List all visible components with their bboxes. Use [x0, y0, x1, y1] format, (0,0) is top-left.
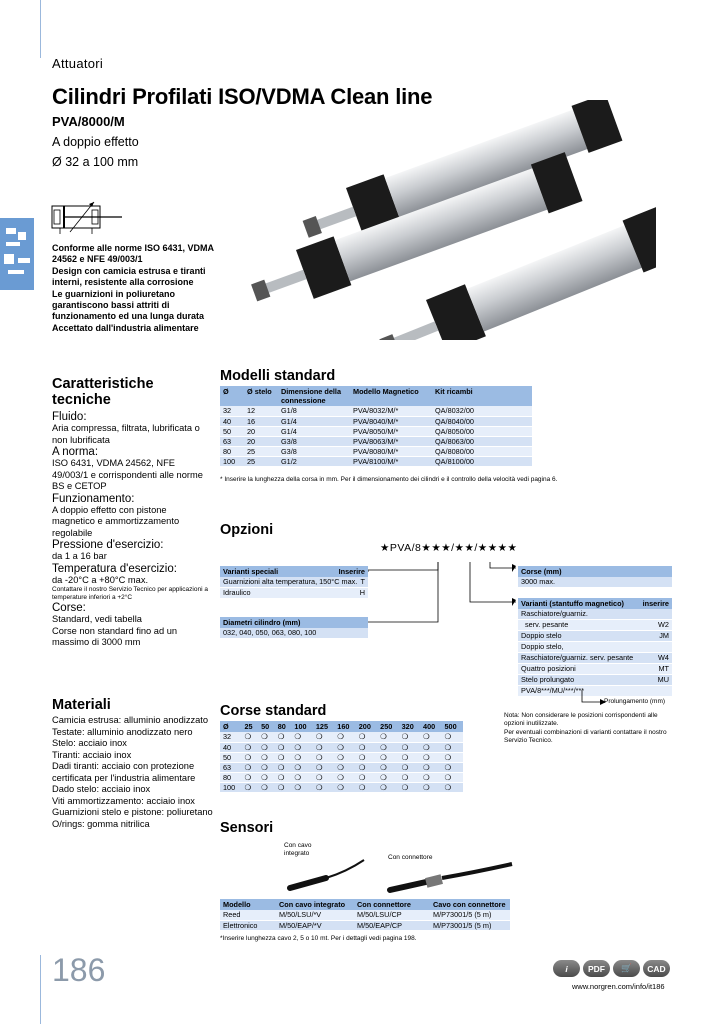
- models-table: [220, 386, 532, 467]
- col-header: Modello Magnetico: [350, 386, 432, 406]
- col-header: 125: [313, 721, 334, 732]
- stroke-availability-icon: ❍: [258, 772, 275, 782]
- temperature-note: Contattare il nostro Servizio Tecnico per applicazioni a temperature inferiori a +2°C: [52, 586, 208, 601]
- col-header: Cavo con connettore: [430, 899, 510, 910]
- sensor-caption-cable: Con cavo integrato: [284, 842, 312, 857]
- temperature-label: Temperatura d'esercizio:: [52, 562, 177, 575]
- options-note-1: Nota: Non considerare le posizioni corrispondenti alle opzioni inutilizzate.: [504, 712, 658, 727]
- material-item: Stelo: acciaio inox: [52, 738, 127, 748]
- table-cell: M/P73001/5 (5 m): [430, 910, 510, 920]
- pressure-value: da 1 a 16 bar: [52, 551, 107, 561]
- rod-variant-code: MT: [658, 664, 669, 673]
- stroke-availability-icon: ❍: [291, 742, 312, 752]
- rod-variant-label: Doppio stelo,: [521, 642, 564, 651]
- table-cell: 16: [244, 416, 278, 426]
- info-icon[interactable]: i: [553, 960, 580, 977]
- stroke-availability-icon: ❍: [334, 732, 355, 742]
- page-guide-line-bottom: [40, 955, 41, 1024]
- options-code: ★PVA/8★★★/★★/★★★★: [380, 542, 518, 554]
- table-cell: PVA/8050/M/*: [350, 426, 432, 436]
- footer-url[interactable]: www.norgren.com/info/it186: [572, 982, 665, 991]
- stroke-availability-icon: ❍: [334, 742, 355, 752]
- stroke-availability-icon: ❍: [441, 752, 463, 762]
- material-item: Dado stelo: acciaio inox: [52, 784, 151, 794]
- col-header: 100: [291, 721, 312, 732]
- variant-label: Guarnizioni alta temperatura, 150°C max.: [223, 577, 358, 586]
- table-cell: 63: [220, 762, 241, 772]
- table-cell: G3/8: [278, 446, 350, 456]
- stroke-availability-icon: ❍: [356, 762, 377, 772]
- page-number: 186: [52, 952, 106, 988]
- stroke-availability-icon: ❍: [313, 782, 334, 792]
- strokes-value: 3000 max.: [521, 577, 556, 586]
- diameters-title: Diametri cilindro (mm): [223, 618, 301, 627]
- special-variants-box: [220, 566, 368, 599]
- variant-label: Idraulico: [223, 588, 251, 597]
- rod-extension-code: PVA/8***/MU/***/***: [521, 686, 585, 695]
- material-item: Guarnizioni stelo e pistone: poliuretano: [52, 807, 213, 817]
- stroke-label: Corse:: [52, 602, 86, 614]
- stroke-availability-icon: ❍: [399, 782, 420, 792]
- table-cell: 20: [244, 426, 278, 436]
- table-row: [220, 920, 510, 930]
- options-heading: Opzioni: [220, 522, 274, 538]
- stroke-availability-icon: ❍: [241, 772, 258, 782]
- rod-variant-label: Stelo prolungato: [521, 675, 575, 684]
- page-title: Cilindri Profilati ISO/VDMA Clean line: [52, 84, 433, 109]
- table-cell: PVA/8040/M/*: [350, 416, 432, 426]
- stroke-availability-icon: ❍: [420, 742, 441, 752]
- table-cell: 40: [220, 416, 244, 426]
- feature-list: [52, 243, 217, 335]
- col-header: 50: [258, 721, 275, 732]
- diameters-box: [220, 617, 368, 639]
- stroke-availability-icon: ❍: [258, 752, 275, 762]
- stroke-availability-icon: ❍: [313, 772, 334, 782]
- characteristics-section: [52, 376, 212, 649]
- table-cell: 32: [220, 732, 241, 742]
- stroke-availability-icon: ❍: [313, 732, 334, 742]
- col-header: 320: [399, 721, 420, 732]
- stroke-availability-icon: ❍: [441, 772, 463, 782]
- table-cell: PVA/8032/M/*: [350, 406, 432, 416]
- table-cell: 100: [220, 782, 241, 792]
- fluid-label: Fluido:: [52, 411, 87, 423]
- sensor-cable-photo: [286, 858, 366, 894]
- stroke-availability-icon: ❍: [356, 752, 377, 762]
- subtitle-effect: A doppio effetto: [52, 135, 139, 149]
- stroke-availability-icon: ❍: [441, 742, 463, 752]
- table-cell: QA/8063/00: [432, 436, 532, 446]
- category-label: Attuatori: [52, 56, 104, 71]
- stroke-availability-icon: ❍: [258, 742, 275, 752]
- rod-variant-code: W2: [658, 620, 669, 629]
- rod-variant-label: Raschiatore/guarniz. serv. pesante: [521, 653, 634, 662]
- stroke-availability-icon: ❍: [441, 732, 463, 742]
- stroke-availability-icon: ❍: [420, 782, 441, 792]
- strokes-std-heading: Corse standard: [220, 703, 327, 719]
- stroke-availability-icon: ❍: [291, 762, 312, 772]
- subtitle-diameter: Ø 32 a 100 mm: [52, 155, 139, 169]
- table-cell: M/50/LSU/*V: [276, 910, 354, 920]
- stroke-availability-icon: ❍: [313, 742, 334, 752]
- diameters-value: 032, 040, 050, 063, 080, 100: [223, 628, 317, 637]
- table-row: [220, 436, 532, 446]
- table-cell: M/50/LSU/CP: [354, 910, 430, 920]
- table-row: [220, 910, 510, 920]
- stroke-availability-icon: ❍: [258, 782, 275, 792]
- table-row: [220, 772, 463, 782]
- cylinder-symbol-icon: [50, 198, 125, 236]
- sensors-table: [220, 899, 510, 931]
- col-header: Ø stelo: [244, 386, 278, 406]
- table-cell: PVA/8080/M/*: [350, 446, 432, 456]
- col-header: 80: [275, 721, 292, 732]
- table-cell: 63: [220, 436, 244, 446]
- table-row: [220, 406, 532, 416]
- material-item: Testate: alluminio anodizzato nero: [52, 726, 193, 737]
- stroke-availability-icon: ❍: [420, 752, 441, 762]
- stroke-value-1: Standard, vedi tabella: [52, 614, 142, 624]
- col-header: Ø: [220, 386, 244, 406]
- product-code: PVA/8000/M: [52, 114, 125, 129]
- characteristics-heading: Caratteristiche tecniche: [52, 376, 154, 408]
- product-photo-cylinders: [236, 100, 656, 340]
- table-cell: G3/8: [278, 436, 350, 446]
- table-row: [220, 782, 463, 792]
- pdf-icon[interactable]: PDF: [583, 960, 610, 977]
- table-row: [220, 446, 532, 456]
- strokes-std-table: [220, 721, 463, 793]
- stroke-availability-icon: ❍: [241, 762, 258, 772]
- rod-variant-code: JM: [659, 631, 669, 640]
- col-header: Kit ricambi: [432, 386, 532, 406]
- stroke-availability-icon: ❍: [275, 732, 292, 742]
- options-note-2: Per eventuali combinazioni di varianti contattare il nostro Servizio Tecnico.: [504, 729, 667, 744]
- table-cell: QA/8080/00: [432, 446, 532, 456]
- col-header: 200: [356, 721, 377, 732]
- rod-variant-label: Doppio stelo: [521, 631, 562, 640]
- stroke-availability-icon: ❍: [356, 732, 377, 742]
- rod-variants-insert: inserire: [642, 599, 669, 608]
- fluid-value: Aria compressa, filtrata, lubrificata o non lubrificata: [52, 423, 200, 445]
- section-tab-icon: [0, 218, 34, 290]
- stroke-availability-icon: ❍: [441, 782, 463, 792]
- rod-variant-code: W4: [658, 653, 669, 662]
- table-cell: G1/2: [278, 456, 350, 466]
- stroke-availability-icon: ❍: [399, 732, 420, 742]
- table-cell: QA/8040/00: [432, 416, 532, 426]
- stroke-availability-icon: ❍: [291, 732, 312, 742]
- stroke-availability-icon: ❍: [275, 782, 292, 792]
- table-cell: QA/8100/00: [432, 456, 532, 466]
- cart-icon[interactable]: 🛒: [613, 960, 640, 977]
- stroke-availability-icon: ❍: [399, 772, 420, 782]
- table-row: [220, 426, 532, 436]
- stroke-availability-icon: ❍: [377, 782, 398, 792]
- materials-section: [52, 697, 214, 830]
- table-row: [220, 416, 532, 426]
- stroke-availability-icon: ❍: [377, 742, 398, 752]
- stroke-availability-icon: ❍: [420, 762, 441, 772]
- stroke-availability-icon: ❍: [377, 762, 398, 772]
- sensors-note: *Inserire lunghezza cavo 2, 5 o 10 mt. Per i dettagli vedi pagina 198.: [220, 935, 417, 942]
- table-row: [220, 762, 463, 772]
- stroke-availability-icon: ❍: [291, 752, 312, 762]
- col-header: 25: [241, 721, 258, 732]
- footer-icon-bar: [550, 960, 670, 977]
- table-cell: M/P73001/5 (5 m): [430, 920, 510, 930]
- stroke-availability-icon: ❍: [258, 732, 275, 742]
- table-row: [220, 742, 463, 752]
- stroke-availability-icon: ❍: [334, 762, 355, 772]
- col-header: 160: [334, 721, 355, 732]
- table-cell: Elettronico: [220, 920, 276, 930]
- stroke-availability-icon: ❍: [420, 732, 441, 742]
- table-row: [220, 752, 463, 762]
- pressure-label: Pressione d'esercizio:: [52, 539, 164, 551]
- stroke-availability-icon: ❍: [275, 762, 292, 772]
- stroke-availability-icon: ❍: [275, 772, 292, 782]
- rod-variant-code: MU: [657, 675, 669, 684]
- feature-item: Design con camicia estrusa e tiranti interni, resistente alla corrosione: [52, 266, 206, 287]
- stroke-availability-icon: ❍: [356, 782, 377, 792]
- stroke-availability-icon: ❍: [377, 732, 398, 742]
- stroke-availability-icon: ❍: [258, 762, 275, 772]
- material-item: O/rings: gomma nitrilica: [52, 818, 150, 829]
- table-cell: 25: [244, 456, 278, 466]
- page-guide-line-top: [40, 0, 41, 58]
- strokes-title: Corse (mm): [521, 567, 562, 576]
- stroke-availability-icon: ❍: [399, 752, 420, 762]
- stroke-availability-icon: ❍: [334, 782, 355, 792]
- table-cell: 40: [220, 742, 241, 752]
- stroke-availability-icon: ❍: [241, 782, 258, 792]
- rod-variant-label: Raschiatore/guarniz.: [521, 609, 588, 618]
- col-header: 400: [420, 721, 441, 732]
- rod-variant-label: Quattro posizioni: [521, 664, 576, 673]
- col-header: 500: [441, 721, 463, 732]
- strokes-box: [518, 566, 672, 588]
- table-cell: 50: [220, 752, 241, 762]
- models-note: * Inserire la lunghezza della corsa in mm. Per il dimensionamento dei cilindri e il controllo della velocità vedi pagina 6.: [220, 476, 558, 483]
- table-cell: 100: [220, 456, 244, 466]
- temperature-value: da -20°C a +80°C max.: [52, 574, 149, 585]
- material-item: Tiranti: acciaio inox: [52, 749, 132, 760]
- stroke-availability-icon: ❍: [241, 752, 258, 762]
- table-cell: G1/4: [278, 426, 350, 436]
- material-item: Viti ammortizzamento: acciaio inox: [52, 795, 195, 806]
- stroke-availability-icon: ❍: [441, 762, 463, 772]
- table-cell: QA/8050/00: [432, 426, 532, 436]
- feature-item: Le guarnizioni in poliuretano garantiscono bassi attriti di funzionamento ed una lunga durata: [52, 289, 205, 321]
- table-cell: M/50/EAP/CP: [354, 920, 430, 930]
- stroke-availability-icon: ❍: [241, 732, 258, 742]
- norm-label: A norma:: [52, 446, 99, 458]
- stroke-availability-icon: ❍: [356, 742, 377, 752]
- table-row: [220, 732, 463, 742]
- cad-icon[interactable]: CAD: [643, 960, 670, 977]
- stroke-availability-icon: ❍: [241, 742, 258, 752]
- sensors-heading: Sensori: [220, 820, 274, 836]
- variant-code: H: [359, 588, 365, 597]
- stroke-availability-icon: ❍: [399, 742, 420, 752]
- table-cell: 25: [244, 446, 278, 456]
- table-cell: PVA/8063/M/*: [350, 436, 432, 446]
- table-cell: 32: [220, 406, 244, 416]
- rod-variants-title: Varianti (stantuffo magnetico): [521, 599, 624, 608]
- norm-value: ISO 6431, VDMA 24562, NFE 49/003/1 e corrispondenti alle norme BS e CETOP: [52, 458, 203, 491]
- table-cell: 20: [244, 436, 278, 446]
- stroke-availability-icon: ❍: [377, 752, 398, 762]
- col-header: Con connettore: [354, 899, 430, 910]
- stroke-availability-icon: ❍: [334, 752, 355, 762]
- table-cell: 80: [220, 446, 244, 456]
- models-heading: Modelli standard: [220, 368, 336, 384]
- stroke-availability-icon: ❍: [291, 782, 312, 792]
- feature-item: Accettato dall'industria alimentare: [52, 323, 199, 333]
- extension-label: Prolungamento (mm): [604, 698, 666, 705]
- sensor-caption-connector: Con connettore: [388, 854, 433, 861]
- materials-heading: Materiali: [52, 697, 111, 713]
- table-cell: 50: [220, 426, 244, 436]
- rod-variants-box: [518, 598, 672, 697]
- special-variants-insert: Inserire: [338, 567, 365, 576]
- stroke-availability-icon: ❍: [275, 742, 292, 752]
- col-header: Modello: [220, 899, 276, 910]
- rod-variant-label: serv. pesante: [525, 620, 569, 629]
- stroke-availability-icon: ❍: [275, 752, 292, 762]
- table-row: [220, 456, 532, 466]
- table-cell: M/50/EAP/*V: [276, 920, 354, 930]
- stroke-availability-icon: ❍: [377, 772, 398, 782]
- function-value: A doppio effetto con pistone magnetico e ammortizzamento regolabile: [52, 504, 180, 538]
- col-header: Con cavo integrato: [276, 899, 354, 910]
- table-cell: QA/8032/00: [432, 406, 532, 416]
- table-cell: 80: [220, 772, 241, 782]
- feature-item: Conforme alle norme ISO 6431, VDMA 24562 e NFE 49/003/1: [52, 243, 214, 264]
- table-cell: Reed: [220, 910, 276, 920]
- stroke-availability-icon: ❍: [356, 772, 377, 782]
- table-cell: G1/8: [278, 406, 350, 416]
- stroke-value-2: Corse non standard fino ad un massimo di 3000 mm: [52, 625, 178, 647]
- col-header: Dimensione della connessione: [278, 386, 350, 406]
- col-header: Ø: [220, 721, 241, 732]
- material-item: Dadi tiranti: acciaio con protezione certificata per l'industria alimentare: [52, 761, 196, 783]
- stroke-availability-icon: ❍: [399, 762, 420, 772]
- stroke-availability-icon: ❍: [334, 772, 355, 782]
- material-item: Camicia estrusa: alluminio anodizzato: [52, 715, 209, 725]
- table-cell: PVA/8100/M/*: [350, 456, 432, 466]
- table-cell: 12: [244, 406, 278, 416]
- stroke-availability-icon: ❍: [291, 772, 312, 782]
- col-header: 250: [377, 721, 398, 732]
- stroke-availability-icon: ❍: [313, 752, 334, 762]
- variant-code: T: [360, 577, 365, 586]
- stroke-availability-icon: ❍: [313, 762, 334, 772]
- function-label: Funzionamento:: [52, 492, 135, 505]
- table-cell: G1/4: [278, 416, 350, 426]
- stroke-availability-icon: ❍: [420, 772, 441, 782]
- special-variants-title: Varianti speciali: [223, 567, 279, 576]
- sensor-connector-photo: [386, 862, 516, 898]
